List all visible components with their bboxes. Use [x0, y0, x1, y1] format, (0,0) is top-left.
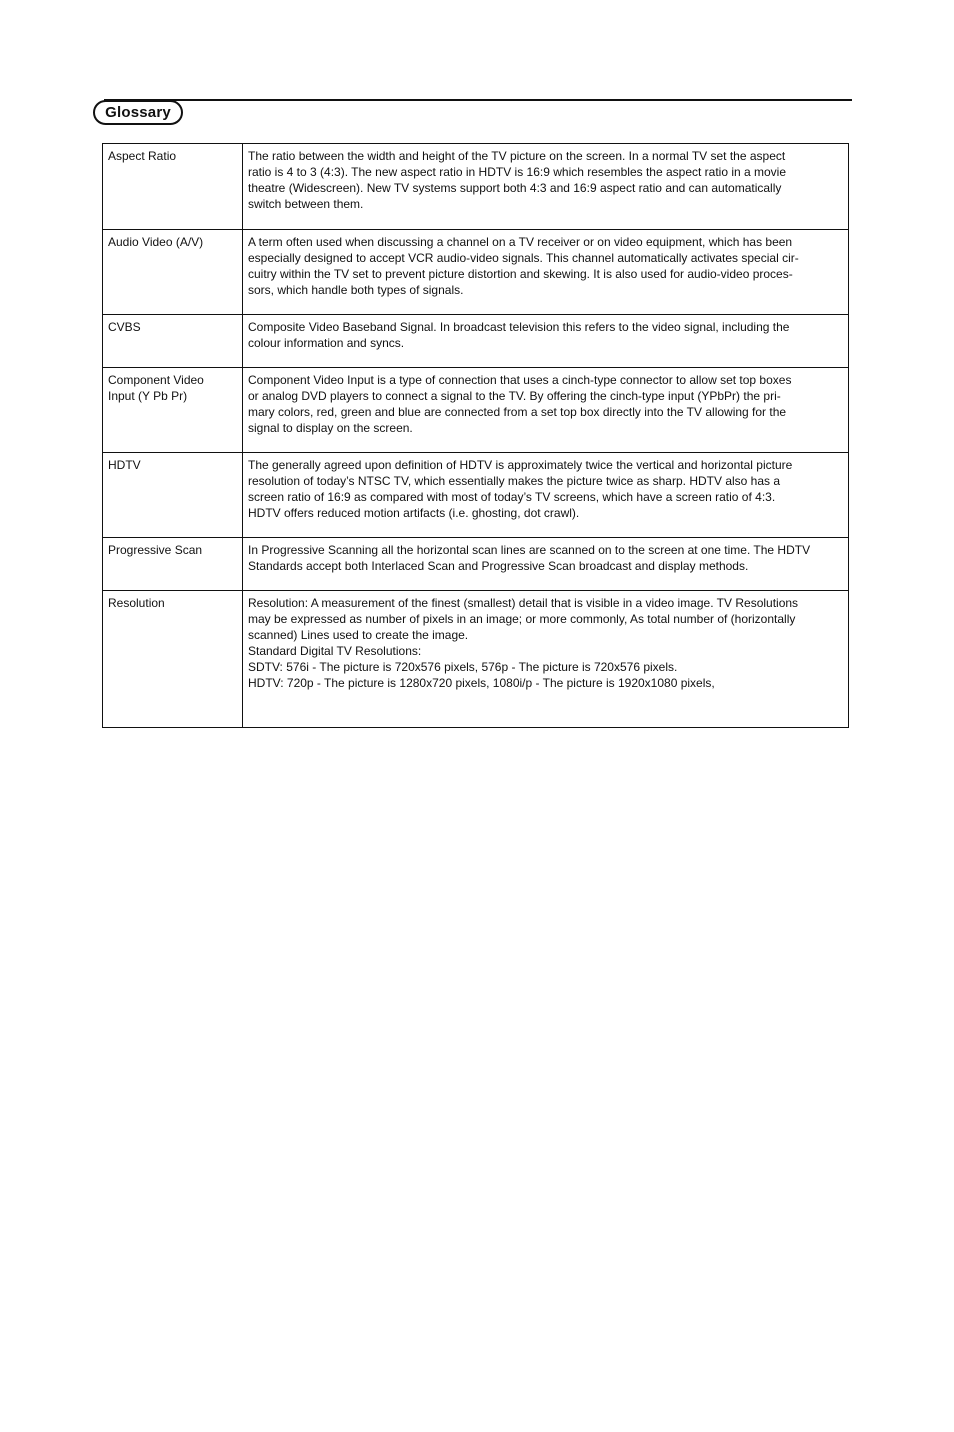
glossary-term: [103, 368, 243, 453]
glossary-definition: [243, 368, 849, 453]
glossary-term-line: Resolution: [108, 596, 165, 610]
glossary-definition-line: or analog DVD players to connect a signal to the TV. By offering the cinch-type input (YPbPr) the pri-: [248, 389, 781, 403]
glossary-definition: [243, 591, 849, 728]
glossary-term-line: Audio Video (A/V): [108, 235, 204, 249]
glossary-definition-line: HDTV: 720p - The picture is 1280x720 pixels, 1080i/p - The picture is 1920x1080 pixels,: [248, 676, 715, 690]
glossary-term-line: CVBS: [108, 320, 141, 334]
glossary-row: [103, 315, 849, 368]
glossary-definition: [243, 315, 849, 368]
glossary-definition-line: may be expressed as number of pixels in an image; or more commonly, As total number of (horizontally: [248, 612, 796, 626]
glossary-definition-line: The generally agreed upon definition of HDTV is approximately twice the vertical and horizontal picture: [248, 458, 793, 472]
glossary-term: [103, 453, 243, 538]
glossary-row: [103, 591, 849, 728]
glossary-definition-line: SDTV: 576i - The picture is 720x576 pixels, 576p - The picture is 720x576 pixels.: [248, 660, 678, 674]
glossary-row: [103, 144, 849, 230]
glossary-row: [103, 230, 849, 315]
glossary-term-line: Progressive Scan: [108, 543, 203, 557]
glossary-term: [103, 591, 243, 728]
glossary-definition-line: HDTV offers reduced motion artifacts (i.e. ghosting, dot crawl).: [248, 506, 580, 520]
glossary-term: [103, 144, 243, 230]
glossary-term-line: HDTV: [108, 458, 141, 472]
header-rule: [104, 99, 852, 101]
glossary-definition-line: especially designed to accept VCR audio-video signals. This channel automatically activates special cir-: [248, 251, 799, 265]
glossary-definition-line: Standards accept both Interlaced Scan and Progressive Scan broadcast and display methods.: [248, 559, 749, 573]
glossary-row: [103, 453, 849, 538]
glossary-term: [103, 538, 243, 591]
glossary-term: [103, 315, 243, 368]
glossary-term: [103, 230, 243, 315]
glossary-definition-line: cuitry within the TV set to prevent picture distortion and skewing. It is also used for audio-video proces-: [248, 267, 793, 281]
section-title: Glossary: [105, 104, 171, 121]
glossary-definition-line: signal to display on the screen.: [248, 421, 413, 435]
glossary-definition-line: Component Video Input is a type of connection that uses a cinch-type connector to allow set top boxes: [248, 373, 792, 387]
glossary-definition: [243, 230, 849, 315]
glossary-term-line: Input (Y Pb Pr): [108, 389, 188, 403]
glossary-definition-line: The ratio between the width and height of the TV picture on the screen. In a normal TV set the aspect: [248, 149, 786, 163]
glossary-definition-line: ratio is 4 to 3 (4:3). The new aspect ratio in HDTV is 16:9 which resembles the aspect ratio in a movie: [248, 165, 787, 179]
glossary-body: [103, 144, 849, 728]
glossary-row: [103, 368, 849, 453]
glossary-definition: [243, 144, 849, 230]
glossary-definition-line: scanned) Lines used to create the image.: [248, 628, 469, 642]
glossary-definition-line: theatre (Widescreen). New TV systems support both 4:3 and 16:9 aspect ratio and can automatically: [248, 181, 782, 195]
glossary-term-line: Component Video: [108, 373, 204, 387]
glossary-definition-line: mary colors, red, green and blue are connected from a set top box directly into the TV allowing for the: [248, 405, 787, 419]
glossary-definition: [243, 538, 849, 591]
section-title-badge: [93, 100, 183, 125]
glossary-term-line: Aspect Ratio: [108, 149, 177, 163]
glossary-definition-line: screen ratio of 16:9 as compared with most of today’s TV screens, which have a screen ratio of 4:3.: [248, 490, 776, 504]
glossary-definition-line: Resolution: A measurement of the finest (smallest) detail that is visible in a video image. TV Resolutions: [248, 596, 799, 610]
glossary-definition-line: In Progressive Scanning all the horizontal scan lines are scanned on to the screen at one time. The HDTV: [248, 543, 811, 557]
glossary-definition-line: sors, which handle both types of signals.: [248, 283, 464, 297]
glossary-definition: [243, 453, 849, 538]
glossary-row: [103, 538, 849, 591]
glossary-definition-line: Composite Video Baseband Signal. In broadcast television this refers to the video signal, including the: [248, 320, 790, 334]
glossary-table: [102, 143, 849, 728]
glossary-definition-line: switch between them.: [248, 197, 364, 211]
glossary-definition-line: Standard Digital TV Resolutions:: [248, 644, 422, 658]
glossary-definition-line: resolution of today’s NTSC TV, which essentially makes the picture twice as sharp. HDTV also has a: [248, 474, 781, 488]
glossary-definition-line: colour information and syncs.: [248, 336, 405, 350]
glossary-definition-line: A term often used when discussing a channel on a TV receiver or on video equipment, which has been: [248, 235, 793, 249]
